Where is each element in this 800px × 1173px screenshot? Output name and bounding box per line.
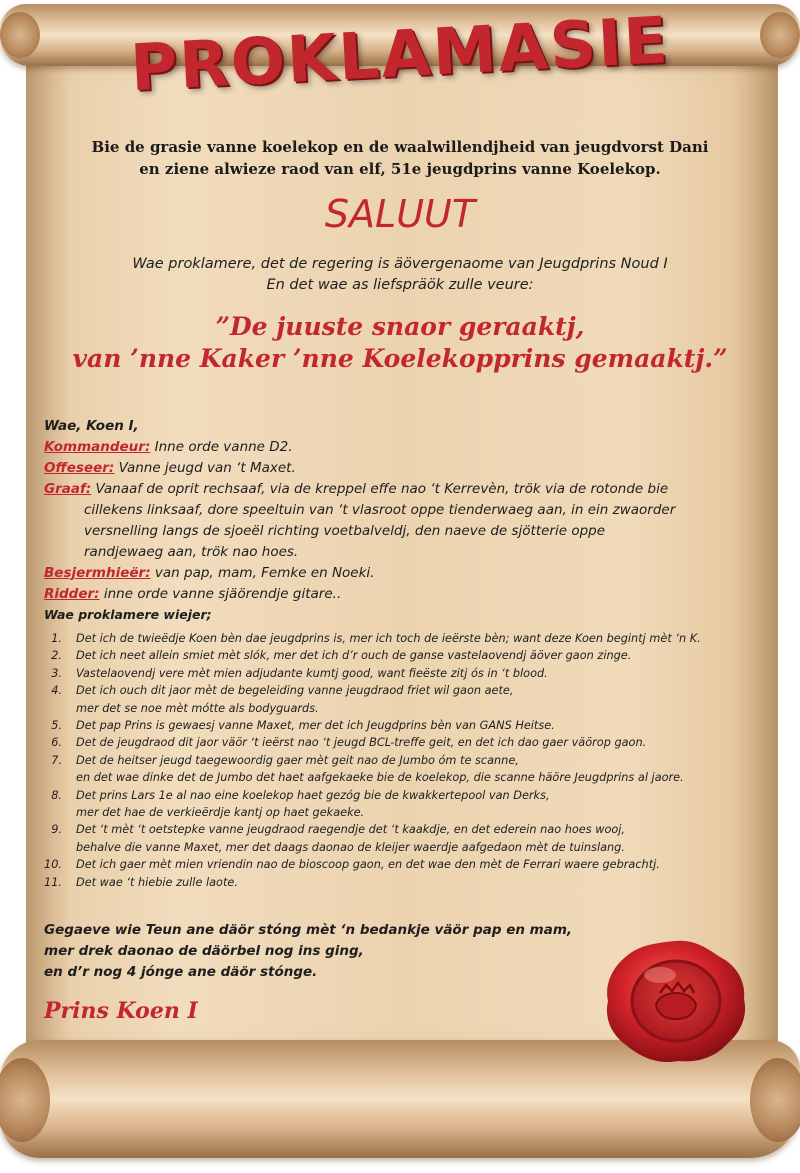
item-number: 1. <box>51 632 62 645</box>
title-text: Inne orde vanne D2. <box>150 439 293 455</box>
title-label: Offeseer: <box>44 460 115 476</box>
item-text: Det ich ouch dit jaor mèt de begeleiding vanne jeugdraod friet wil gaon aete, mer det se noe mèt mótte als bodyguards. <box>76 684 514 715</box>
item-number: 5. <box>51 719 62 733</box>
page-title: PROKLAMASIE <box>128 3 672 107</box>
title-label: Kommandeur: <box>44 439 151 455</box>
item-text: Det ich de twieëdje Koen bèn dae jeugdprins is, mer ich toch de ieërste bèn; want deze Koen begintj mèt ‘n K. <box>76 632 701 645</box>
title-label: Ridder: <box>44 586 100 602</box>
item-number: 6. <box>51 736 62 750</box>
item-text: Det wae ‘t hiebie zulle laote. <box>76 875 238 889</box>
title-row <box>44 437 764 458</box>
title-label: Graaf: <box>44 481 92 497</box>
item-number: 8. <box>51 788 62 802</box>
item-number: 9. <box>51 823 62 837</box>
title-text: inne orde vanne sjäörendje gitare.. <box>99 586 342 602</box>
prince-titles <box>44 416 764 605</box>
decrees-heading: Wae proklamere wiejer; <box>44 607 212 622</box>
roll-end-left <box>0 1058 50 1142</box>
title-label: Besjermhieër: <box>44 565 151 581</box>
item-number: 3. <box>51 666 62 680</box>
roll-end-right <box>750 1058 800 1142</box>
list-item <box>44 630 774 647</box>
title-row <box>44 479 764 500</box>
title-continuation: versnelling langs de sjoeël richting voetbalveldj, den naeve de sjötterie oppe <box>84 523 606 539</box>
list-item <box>44 752 774 787</box>
closing-line: Gegaeve wie Teun ane däör stóng mèt ‘n bedankje väör pap en mam, <box>44 922 573 938</box>
list-item <box>44 682 774 717</box>
item-text: Det prins Lars 1e al nao eine koelekop haet gezóg bie de kwakkertepool van Derks, mer det hae de verkieërdje kantj op haet gekaeke. <box>76 788 550 820</box>
decrees-list <box>44 630 774 891</box>
list-item <box>44 856 774 873</box>
closing-line: mer drek daonao de däörbel nog ins ging, <box>44 943 364 959</box>
signature: Prins Koen I <box>44 998 198 1024</box>
closing-text <box>44 920 644 983</box>
title-text: van pap, mam, Femke en Noeki. <box>150 565 375 581</box>
list-item <box>44 787 774 822</box>
title-text: Vanne jeugd van ‘t Maxet. <box>114 460 296 476</box>
motto-line: van ’nne Kaker ’nne Koelekopprins gemaaktj.” <box>72 344 728 373</box>
item-text: Det ‘t mèt ‘t oetstepke vanne jeugdraod raegendje det ‘t kaakdje, en det ederein nao hoes wooj, behalve die vanne Maxet, mer det daags daonao de kleijer waerdje aafgedaon mèt de tuinslang. <box>76 823 626 854</box>
title-row <box>44 563 764 584</box>
item-text: Vastelaovendj vere mèt mien adjudante kumtj good, want fieëste zitj ós in ‘t blood. <box>76 666 548 680</box>
item-number: 2. <box>51 649 62 663</box>
intro-text <box>60 136 740 180</box>
item-number: 10. <box>44 858 62 872</box>
item-text: Det ich gaer mèt mien vriendin nao de bioscoop gaon, en det wae den mèt de Ferrari waere gebrachtj. <box>76 858 660 872</box>
item-text: Det de heitser jeugd taegewoordig gaer mèt geit nao de Jumbo óm te scanne, en det wae dinke det de Jumbo det haet aafgekaeke bie de koelekop, die scanne häöre Jeugdprins al jaore. <box>76 753 684 785</box>
item-text: Det pap Prins is gewaesj vanne Maxet, mer det ich Jeugdprins bèn van GANS Heitse. <box>76 719 555 733</box>
item-number: 4. <box>51 684 62 698</box>
intro-line: Bie de grasie vanne koelekop en de waalwillendjheid van jeugdvorst Dani <box>91 138 709 156</box>
proclamation-line: En det wae as liefspräök zulle veure: <box>266 277 534 293</box>
motto-quote <box>30 311 770 375</box>
title-continuation: randjewaeg aan, trök nao hoes. <box>84 544 299 560</box>
salute-heading: SALUUT <box>324 192 476 236</box>
item-number: 11. <box>44 875 62 889</box>
list-item <box>44 717 774 734</box>
title-text: Vanaaf de oprit rechsaaf, via de kreppel effe nao ‘t Kerrevèn, trök via de rotonde bie <box>91 481 669 497</box>
item-text: Det ich neet allein smiet mèt slók, mer det ich d’r ouch de ganse vastelaovendj äöver gaon zinge. <box>76 649 632 663</box>
list-item <box>44 821 774 856</box>
proclamation-line: Wae proklamere, det de regering is äövergenaome van Jeugdprins Noud I <box>132 256 668 272</box>
list-item <box>44 874 774 891</box>
list-item <box>44 647 774 664</box>
item-text: Det de jeugdraod dit jaor väör ‘t ieërst nao ‘t jeugd BCL-treffe geit, en det ich dao gaer väörop gaon. <box>76 736 647 750</box>
list-item <box>44 734 774 751</box>
list-item <box>44 665 774 682</box>
item-number: 7. <box>51 753 62 767</box>
motto-line: ”De juuste snaor geraaktj, <box>215 312 585 341</box>
intro-line: en ziene alwieze raod van elf, 51e jeugdprins vanne Koelekop. <box>139 160 661 178</box>
wax-seal-icon <box>600 935 750 1065</box>
title-row <box>44 584 764 605</box>
title-row <box>44 458 764 479</box>
title-continuation: cillekens linksaaf, dore speeltuin van ‘t vlasroot oppe tienderwaeg aan, in ein zwaorder <box>84 502 676 518</box>
we-line: Wae, Koen I, <box>44 418 139 434</box>
proclamation-text <box>60 254 740 296</box>
closing-line: en d’r nog 4 jónge ane däör stónge. <box>44 964 318 980</box>
